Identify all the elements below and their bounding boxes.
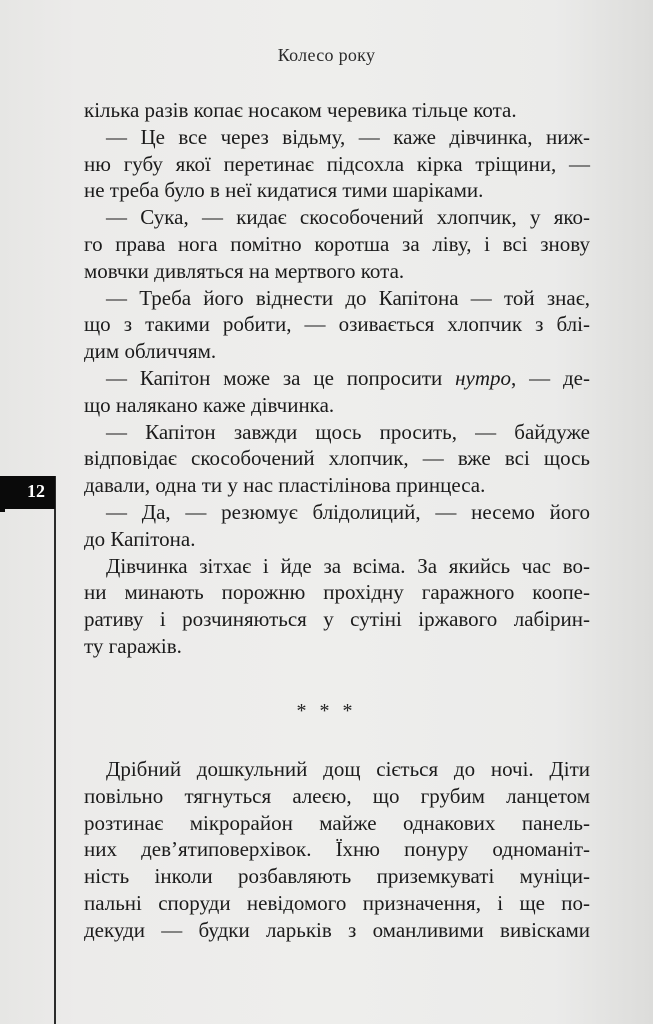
text-line [84,97,590,124]
line-text: повільно тягнуться алеєю, що грубим ланцетом [84,783,590,808]
line-text: них дев’ятиповерхівок. Їхню понуру одноманіт- [84,837,590,862]
text-line [84,783,590,810]
line-text: — Це все через відьму, — каже дівчинка, ниж- [106,124,590,149]
text-line [84,472,590,499]
line-text: мовчки дивляться на мертвого кота. [84,258,405,283]
text-line [84,311,590,338]
text-line [84,285,590,312]
line-text: розтинає мікрорайон майже однакових панель- [84,810,590,835]
folio-rule [54,476,56,1024]
line-text: давали, одна ти у нас пластілінова принцеса. [84,473,486,498]
line-text: ту гаражів. [84,633,182,658]
line-text: відповідає скособочений хлопчик, — вже всі щось [84,446,590,471]
line-text: не треба було в неї кидатися тими шаріками. [84,178,484,203]
text-line [84,151,590,178]
line-text: кілька разів копає носаком черевика тільце кота. [84,98,517,122]
line-text: Дрібний дошкульний дощ сіється до ночі. Діти [106,757,590,781]
running-head: Колесо року [277,45,376,65]
line-text: що налякано каже дівчинка. [84,392,335,417]
page-number-tab [0,476,55,509]
text-line [84,338,590,365]
text-line [84,258,590,285]
text-line [84,124,590,151]
line-text: ративу і розчиняються у сутіні іржавого лабірин- [84,607,590,632]
text-line [84,836,590,863]
text-line [84,606,590,633]
text-line [84,204,590,231]
page-number: 12 [27,481,45,501]
text-line [84,917,590,944]
text-line [84,810,590,837]
text-line [84,365,590,392]
line-text: — Капітон може за це попросити [106,365,456,390]
line-text: пальні споруди невідомого призначення, і ще по- [84,890,590,915]
line-text: го права нога помітно коротша за ліву, і всі знову [84,231,590,256]
line-text: Дівчинка зітхає і йде за всіма. За якийсь час во- [106,553,590,578]
text-line [84,633,590,660]
line-text: дим обличчям. [84,339,217,364]
text-line [84,579,590,606]
line-text: — Треба його віднести до Капітона — той знає, [106,285,590,310]
line-text: , — де- [511,365,590,390]
text-block-lower [84,756,590,944]
line-text: ність інколи розбавляють приземкуваті муніци- [84,864,590,889]
text-line [84,231,590,258]
line-text: ню губу якої перетинає підсохла кірка тріщини, — [84,151,590,176]
text-line [84,756,590,783]
line-text: — Капітон завжди щось просить, — байдуже [106,419,590,444]
text-line [84,392,590,419]
text-line [84,863,590,890]
text-line [84,553,590,580]
section-separator: * * * [296,700,357,722]
line-text: ни минають порожню прохідну гаражного коопе- [84,580,590,605]
text-line [84,445,590,472]
line-text: декуди — будки ларьків з оманливими вивісками [84,917,590,942]
line-text: до Капітона. [84,526,196,551]
text-line [84,177,590,204]
italic-word: нутро [455,365,512,390]
folio-notch [0,509,5,512]
text-line [84,419,590,446]
text-line [84,526,590,553]
line-text: — Да, — резюмує блідолиций, — несемо його [106,499,590,524]
text-line [84,890,590,917]
text-line [84,499,590,526]
line-text: — Сука, — кидає скособочений хлопчик, у яко- [106,205,590,230]
text-block-upper [84,97,590,660]
line-text: що з такими робити, — озивається хлопчик з блі- [84,312,590,337]
